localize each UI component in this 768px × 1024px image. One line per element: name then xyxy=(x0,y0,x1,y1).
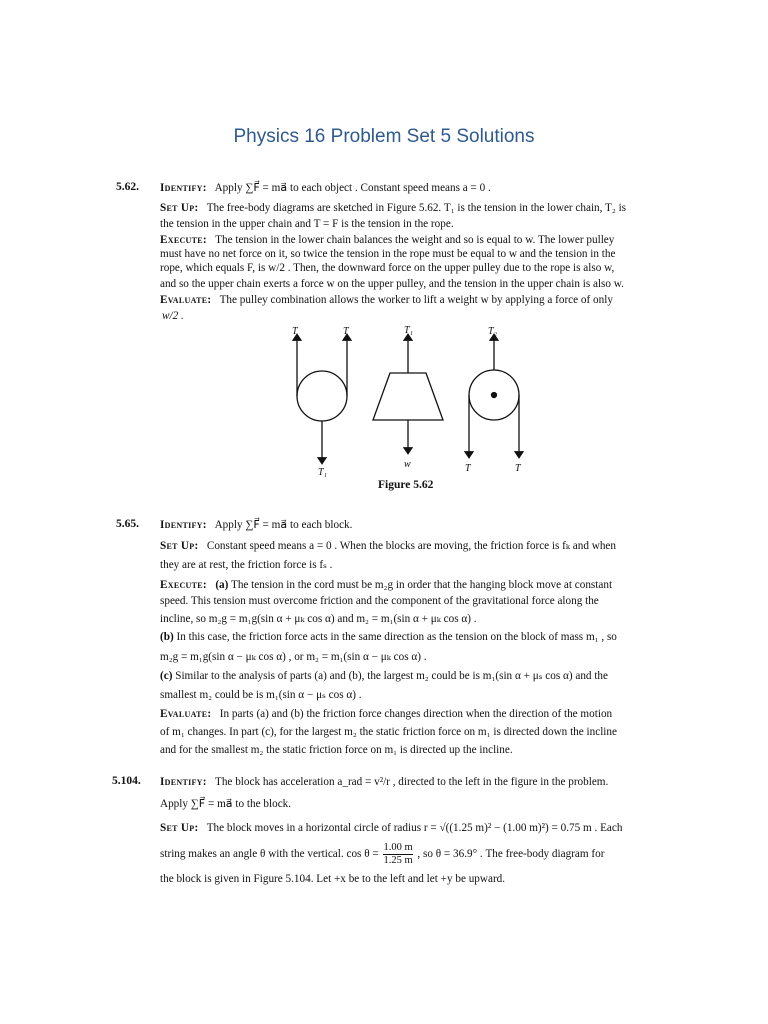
figure-caption: Figure 5.62 xyxy=(378,479,434,491)
text-line: must have no net force on it, so twice the tension in the rope must be equal to w and the tension in the xyxy=(160,248,616,260)
text-line: the tension in the upper chain and T = F is the tension in the rope. xyxy=(160,218,454,230)
problem-number: 5.62. xyxy=(116,181,139,193)
text-line: Apply ∑F⃗ = ma⃗ to the block. xyxy=(160,798,292,810)
problem-5-104-text xyxy=(160,774,660,887)
text-line: Apply ∑F⃗ = ma⃗ to each block. xyxy=(214,519,353,531)
label-T: T xyxy=(343,326,349,337)
setup-label: Set Up: xyxy=(160,202,199,214)
text-line: The tension in the lower chain balances the weight and so is equal to w. The lower pulley xyxy=(215,234,615,246)
text-line: they are at rest, the friction force is fₛ . xyxy=(160,559,333,571)
cos-theta-fraction xyxy=(383,842,412,867)
evaluate-label: Evaluate: xyxy=(160,294,212,306)
label-T: T xyxy=(465,463,471,474)
part-label: (a) xyxy=(215,579,229,591)
text-line: m₂g = m₁g(sin α − μₖ cos α) , or m₂ = m₁(sin α − μₖ cos α) . xyxy=(160,651,427,663)
problem-5-65-text xyxy=(160,517,660,758)
page-title: Physics 16 Problem Set 5 Solutions xyxy=(233,126,535,147)
setup-label: Set Up: xyxy=(160,540,199,552)
text-line: In this case, the friction force acts in the same direction as the tension on the block of mass m₁ , so xyxy=(176,631,617,643)
text-line: The block moves in a horizontal circle of radius r = √((1.25 m)² − (1.00 m)²) = 0.75 m . Each xyxy=(206,822,623,834)
problem-5-62-text xyxy=(160,180,660,324)
text-line: , so θ = 36.9° . The free-body diagram for xyxy=(417,848,605,861)
label-T2: T₂ xyxy=(488,326,498,337)
fraction-numerator: 1.00 m xyxy=(383,842,413,853)
identify-label: Identify: xyxy=(160,182,207,194)
figure-5-62-free-body-diagrams xyxy=(288,323,524,483)
label-T: T xyxy=(515,463,521,474)
execute-label: Execute: xyxy=(160,234,207,246)
text-line: Apply ∑F⃗ = ma⃗ to each object . Constant speed means a = 0 . xyxy=(214,182,491,194)
text-line: The tension in the cord must be m₂g in order that the hanging block move at constant xyxy=(230,579,613,591)
label-T1: T₁ xyxy=(404,325,414,336)
text-line: Similar to the analysis of parts (a) and (b), the largest m₂ could be is m₁(sin α + μₛ cos α) and the xyxy=(175,670,608,682)
text-line: of m₁ changes. In part (c), for the largest m₂ the static friction force on m₁ is directed down the incline xyxy=(160,726,617,738)
evaluate-label: Evaluate: xyxy=(160,708,212,720)
fraction-denominator: 1.25 m xyxy=(383,855,413,866)
text-line: The free-body diagrams are sketched in Figure 5.62. T₁ is the tension in the lower chain, T₂ is xyxy=(206,202,627,214)
problem-number: 5.104. xyxy=(112,775,141,787)
text-line: w/2 . xyxy=(162,310,184,322)
part-label: (b) xyxy=(160,631,174,643)
text-line: and for the smallest m₂ the static friction force on m₁ is directed up the incline. xyxy=(160,744,513,756)
text-line: the block is given in Figure 5.104. Let +x be to the left and let +y be upward. xyxy=(160,873,506,885)
identify-label: Identify: xyxy=(160,519,207,531)
setup-label: Set Up: xyxy=(160,822,199,834)
text-line: Constant speed means a = 0 . When the blocks are moving, the friction force is fₖ and when xyxy=(206,540,616,552)
label-T: T xyxy=(292,326,298,337)
text-line: speed. This tension must overcome friction and the component of the gravitational force along the xyxy=(160,595,599,607)
text-line: and so the upper chain exerts a force w on the upper pulley, and the tension in the upper chain is also w. xyxy=(160,278,624,290)
text-line: incline, so m₂g = m₁g(sin α + μₖ cos α) and m₂ = m₁(sin α + μₖ cos α) . xyxy=(160,613,477,625)
lower-pulley-shape xyxy=(297,371,347,421)
part-label: (c) xyxy=(160,670,173,682)
text-line: The pulley combination allows the worker to lift a weight w by applying a force of only xyxy=(219,294,613,306)
text-line: rope, which equals F, is w/2 . Then, the downward force on the upper pulley due to the rope is also w, xyxy=(160,262,615,274)
weight-block-shape xyxy=(373,373,443,420)
execute-label: Execute: xyxy=(160,579,207,591)
label-w: w xyxy=(404,459,411,470)
text-line: smallest m₂ could be is m₁(sin α − μₛ cos α) . xyxy=(160,689,362,701)
identify-label: Identify: xyxy=(160,776,207,788)
text-line: string makes an angle θ with the vertical. cos θ = xyxy=(160,848,379,861)
label-T1: T₁ xyxy=(318,467,328,478)
text-line: In parts (a) and (b) the friction force changes direction when the direction of the motion xyxy=(219,708,613,720)
problem-number: 5.65. xyxy=(116,518,139,530)
text-line: The block has acceleration a_rad = v²/r , directed to the left in the figure in the problem. xyxy=(215,776,609,788)
